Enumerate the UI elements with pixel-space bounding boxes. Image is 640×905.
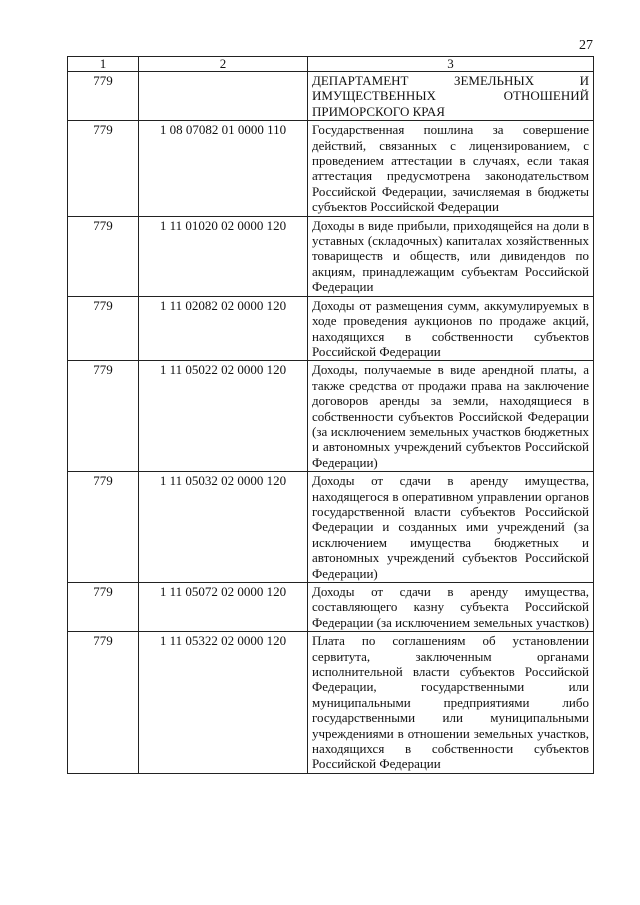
revenue-name-cell: Плата по соглашениям об установлении сервитута, заключенным органами исполнительной власти субъектов Российской Федерации, государственными или муниципальными предприятиями либо государственными или муниципальными учреждениями в отношении земельных участков, находящихся в собственности субъектов Российской Федерации: [308, 632, 594, 774]
revenue-code-cell: 1 08 07082 01 0000 110: [139, 121, 308, 216]
table-row: [68, 632, 594, 774]
revenue-name-cell: Государственная пошлина за совершение действий, связанных с лицензированием, с проведением аттестации в случаях, если такая аттестация предусмотрена законодательством Российской Федерации, зачисляемая в бюджеты субъектов Российской Федерации: [308, 121, 594, 216]
revenue-code-cell: [139, 72, 308, 121]
revenue-name-cell: Доходы от размещения сумм, аккумулируемых в ходе проведения аукционов по продаже акций, находящихся в собственности субъектов Российской Федерации: [308, 296, 594, 361]
admin-code-cell: 779: [68, 632, 139, 774]
admin-code-cell: 779: [68, 296, 139, 361]
table-row: [68, 361, 594, 472]
table-row: [68, 583, 594, 632]
admin-code-cell: 779: [68, 361, 139, 472]
revenue-name-cell: Доходы в виде прибыли, приходящейся на доли в уставных (складочных) капиталах хозяйственных товариществ и обществ, или дивидендов по акциям, принадлежащим субъектам Российской Федерации: [308, 216, 594, 296]
revenue-name-cell: Доходы, получаемые в виде арендной платы, а также средства от продажи права на заключение договоров аренды за земли, находящиеся в собственности субъектов Российской Федерации (за исключением земельных участков бюджетных и автономных учреждений субъектов Российской Федерации): [308, 361, 594, 472]
department-name-cell: ДЕПАРТАМЕНТ ЗЕМЕЛЬНЫХ И ИМУЩЕСТВЕННЫХ ОТНОШЕНИЙ ПРИМОРСКОГО КРАЯ: [308, 72, 594, 121]
table-row: [68, 216, 594, 296]
column-header-1: 1: [68, 57, 139, 72]
revenue-name-cell: Доходы от сдачи в аренду имущества, находящегося в оперативном управлении органов государственной власти субъектов Российской Федерации и созданных ими учреждений (за исключением имущества бюджетных и автономных учреждений субъектов Российской Федерации): [308, 472, 594, 583]
admin-code-cell: 779: [68, 72, 139, 121]
revenue-code-cell: 1 11 02082 02 0000 120: [139, 296, 308, 361]
revenue-codes-table: [67, 56, 594, 774]
admin-code-cell: 779: [68, 121, 139, 216]
admin-code-cell: 779: [68, 472, 139, 583]
revenue-code-cell: 1 11 05072 02 0000 120: [139, 583, 308, 632]
table-row: [68, 296, 594, 361]
revenue-code-cell: 1 11 05322 02 0000 120: [139, 632, 308, 774]
column-header-2: 2: [139, 57, 308, 72]
table-row: [68, 472, 594, 583]
revenue-name-cell: Доходы от сдачи в аренду имущества, составляющего казну субъекта Российской Федерации (за исключением земельных участков): [308, 583, 594, 632]
table-row: [68, 72, 594, 121]
table-header-row: [68, 57, 594, 72]
revenue-code-cell: 1 11 05022 02 0000 120: [139, 361, 308, 472]
table-row: [68, 121, 594, 216]
revenue-code-cell: 1 11 01020 02 0000 120: [139, 216, 308, 296]
admin-code-cell: 779: [68, 583, 139, 632]
page-number: 27: [579, 38, 593, 53]
admin-code-cell: 779: [68, 216, 139, 296]
revenue-code-cell: 1 11 05032 02 0000 120: [139, 472, 308, 583]
column-header-3: 3: [308, 57, 594, 72]
